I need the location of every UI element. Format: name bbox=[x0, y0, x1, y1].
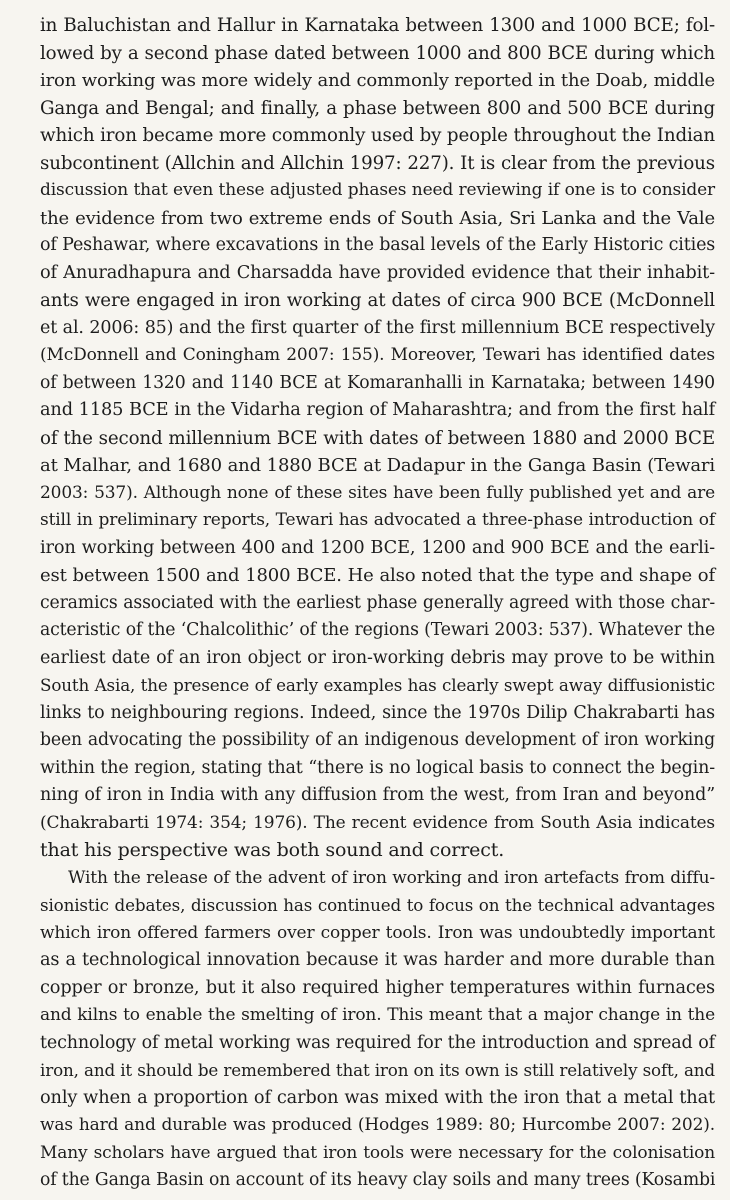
text-line: the evidence from two extreme ends of South Asia, Sri Lanka and the Vale bbox=[40, 207, 715, 229]
text-line: that his perspective was both sound and correct. bbox=[40, 839, 505, 861]
text-line: Ganga and Bengal; and finally, a phase between 800 and 500 BCE during bbox=[40, 97, 715, 119]
text-line: South Asia, the presence of early examples has clearly swept away diffusionistic bbox=[40, 675, 715, 695]
text-line: of the Ganga Basin on account of its heavy clay soils and many trees (Kosambi bbox=[40, 1170, 716, 1190]
text-line: acteristic of the ‘Chalcolithic’ of the regions (Tewari 2003: 537). Whatever the bbox=[40, 620, 715, 640]
text-line: ants were engaged in iron working at dates of circa 900 BCE (McDonnell bbox=[40, 290, 715, 311]
text-line: and kilns to enable the smelting of iron. This meant that a major change in the bbox=[40, 1005, 715, 1025]
text-line: at Malhar, and 1680 and 1880 BCE at Dadapur in the Ganga Basin (Tewari bbox=[40, 455, 715, 476]
text-line: which iron offered farmers over copper tools. Iron was undoubtedly important bbox=[40, 922, 715, 943]
body-text bbox=[40, 12, 715, 1195]
text-line: iron, and it should be remembered that iron on its own is still relatively soft, and bbox=[40, 1060, 715, 1080]
text-line: iron working was more widely and commonly reported in the Doab, middle bbox=[40, 70, 715, 91]
text-line: been advocating the possibility of an indigenous development of iron working bbox=[40, 730, 715, 750]
text-line: est between 1500 and 1800 BCE. He also noted that the type and shape of bbox=[40, 565, 715, 586]
text-line: only when a proportion of carbon was mixed with the iron that a metal that bbox=[40, 1087, 715, 1108]
paragraph-1 bbox=[40, 12, 715, 865]
text-line: of the second millennium BCE with dates of between 1880 and 2000 BCE bbox=[40, 427, 715, 449]
text-line: within the region, stating that “there is no logical basis to connect the begin- bbox=[40, 757, 715, 778]
text-line: (McDonnell and Coningham 2007: 155). Moreover, Tewari has identified dates bbox=[40, 345, 715, 365]
text-line: Many scholars have argued that iron tools were necessary for the colonisation bbox=[40, 1142, 715, 1163]
text-line: et al. 2006: 85) and the first quarter of the first millennium BCE respectively bbox=[40, 317, 715, 338]
text-line: ning of iron in India with any diffusion from the west, from Iran and beyond” bbox=[40, 785, 715, 805]
text-line: of Anuradhapura and Charsadda have provided evidence that their inhabit- bbox=[40, 262, 715, 283]
text-line: links to neighbouring regions. Indeed, since the 1970s Dilip Chakrabarti has bbox=[40, 702, 715, 723]
text-line: 2003: 537). Although none of these sites have been fully published yet and are bbox=[40, 482, 715, 503]
text-line: lowed by a second phase dated between 1000 and 800 BCE during which bbox=[40, 42, 715, 64]
text-line: which iron became more commonly used by people throughout the Indian bbox=[40, 125, 715, 146]
text-line: of between 1320 and 1140 BCE at Komaranhalli in Karnataka; between 1490 bbox=[40, 372, 715, 393]
text-line: earliest date of an iron object or iron-working debris may prove to be within bbox=[40, 647, 715, 668]
text-line: as a technological innovation because it was harder and more durable than bbox=[40, 950, 715, 970]
text-line: technology of metal working was required for the introduction and spread of bbox=[40, 1032, 715, 1053]
text-line: discussion that even these adjusted phases need reviewing if one is to consider bbox=[40, 180, 715, 200]
text-line: sionistic debates, discussion has continued to focus on the technical advantages bbox=[40, 895, 715, 915]
text-line: still in preliminary reports, Tewari has advocated a three-phase introduction of bbox=[40, 510, 715, 530]
text-line: of Peshawar, where excavations in the basal levels of the Early Historic cities bbox=[40, 235, 716, 255]
text-line: in Baluchistan and Hallur in Karnataka between 1300 and 1000 BCE; fol- bbox=[40, 15, 715, 36]
text-line: With the release of the advent of iron working and iron artefacts from diffu- bbox=[68, 867, 715, 888]
text-line: ceramics associated with the earliest phase generally agreed with those char- bbox=[40, 592, 715, 613]
text-line: and 1185 BCE in the Vidarha region of Maharashtra; and from the first half bbox=[40, 400, 715, 420]
text-line: iron working between 400 and 1200 BCE, 1200 and 900 BCE and the earli- bbox=[40, 537, 715, 558]
text-line: was hard and durable was produced (Hodges 1989: 80; Hurcombe 2007: 202). bbox=[40, 1115, 715, 1135]
text-line: subcontinent (Allchin and Allchin 1997: 227). It is clear from the previous bbox=[40, 152, 715, 174]
text-line: copper or bronze, but it also required higher temperatures within furnaces bbox=[40, 977, 715, 998]
paragraph-2 bbox=[40, 865, 715, 1195]
text-line: (Chakrabarti 1974: 354; 1976). The recent evidence from South Asia indicates bbox=[40, 812, 715, 833]
